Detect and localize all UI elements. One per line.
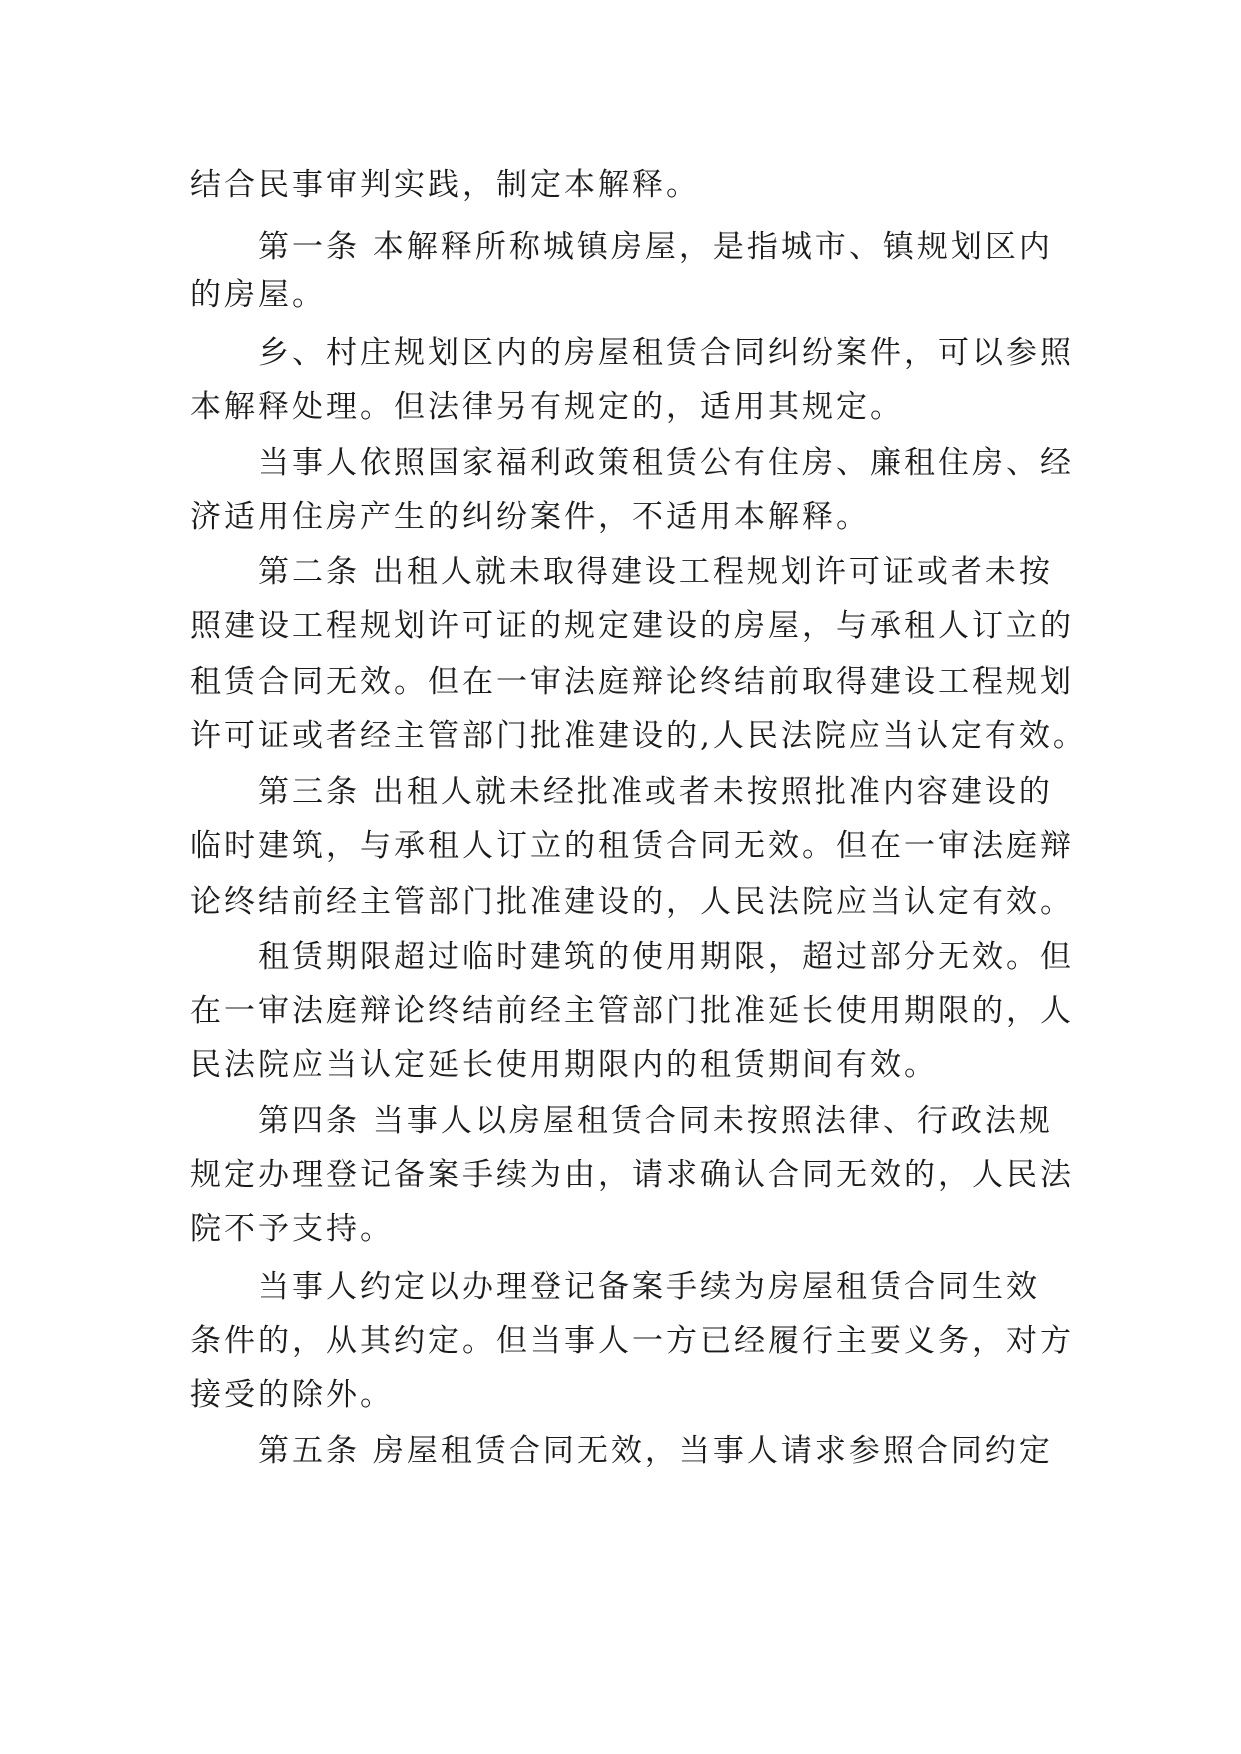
text-line-10: 租赁合同无效。但在一审法庭辩论终结前取得建设工程规划 <box>190 664 1074 700</box>
article-5-heading-line: 第五条 房屋租赁合同无效，当事人请求参照合同约定 <box>258 1433 1053 1469</box>
text-line-21: 当事人约定以办理登记备案手续为房屋租赁合同生效 <box>258 1269 1040 1305</box>
text-line-19: 规定办理登记备案手续为由，请求确认合同无效的，人民法 <box>190 1157 1074 1193</box>
text-line-23: 接受的除外。 <box>190 1377 394 1413</box>
text-line-3: 的房屋。 <box>190 277 326 313</box>
text-line-9: 照建设工程规划许可证的规定建设的房屋，与承租人订立的 <box>190 608 1074 644</box>
text-line-15: 租赁期限超过临时建筑的使用期限，超过部分无效。但 <box>258 939 1074 975</box>
text-line-13: 临时建筑，与承租人订立的租赁合同无效。但在一审法庭辩 <box>190 828 1074 864</box>
text-line-16: 在一审法庭辩论终结前经主管部门批准延长使用期限的，人 <box>190 993 1074 1029</box>
article-3-heading-line: 第三条 出租人就未经批准或者未按照批准内容建设的 <box>258 774 1053 810</box>
text-line-20: 院不予支持。 <box>190 1211 394 1247</box>
text-line-4: 乡、村庄规划区内的房屋租赁合同纠纷案件，可以参照 <box>258 335 1074 371</box>
text-line-6: 当事人依照国家福利政策租赁公有住房、廉租住房、经 <box>258 445 1074 481</box>
article-4-heading-line: 第四条 当事人以房屋租赁合同未按照法律、行政法规 <box>258 1103 1053 1139</box>
article-2-heading-line: 第二条 出租人就未取得建设工程规划许可证或者未按 <box>258 554 1053 590</box>
article-1-heading-line: 第一条 本解释所称城镇房屋，是指城市、镇规划区内 <box>258 229 1053 265</box>
text-line-5: 本解释处理。但法律另有规定的，适用其规定。 <box>190 389 904 425</box>
text-line-14: 论终结前经主管部门批准建设的，人民法院应当认定有效。 <box>190 884 1074 920</box>
text-line-17: 民法院应当认定延长使用期限内的租赁期间有效。 <box>190 1047 938 1083</box>
text-line-7: 济适用住房产生的纠纷案件，不适用本解释。 <box>190 499 870 535</box>
text-line-1: 结合民事审判实践，制定本解释。 <box>190 167 700 203</box>
text-line-22: 条件的，从其约定。但当事人一方已经履行主要义务，对方 <box>190 1323 1074 1359</box>
text-line-11: 许可证或者经主管部门批准建设的,人民法院应当认定有效。 <box>190 718 1087 754</box>
